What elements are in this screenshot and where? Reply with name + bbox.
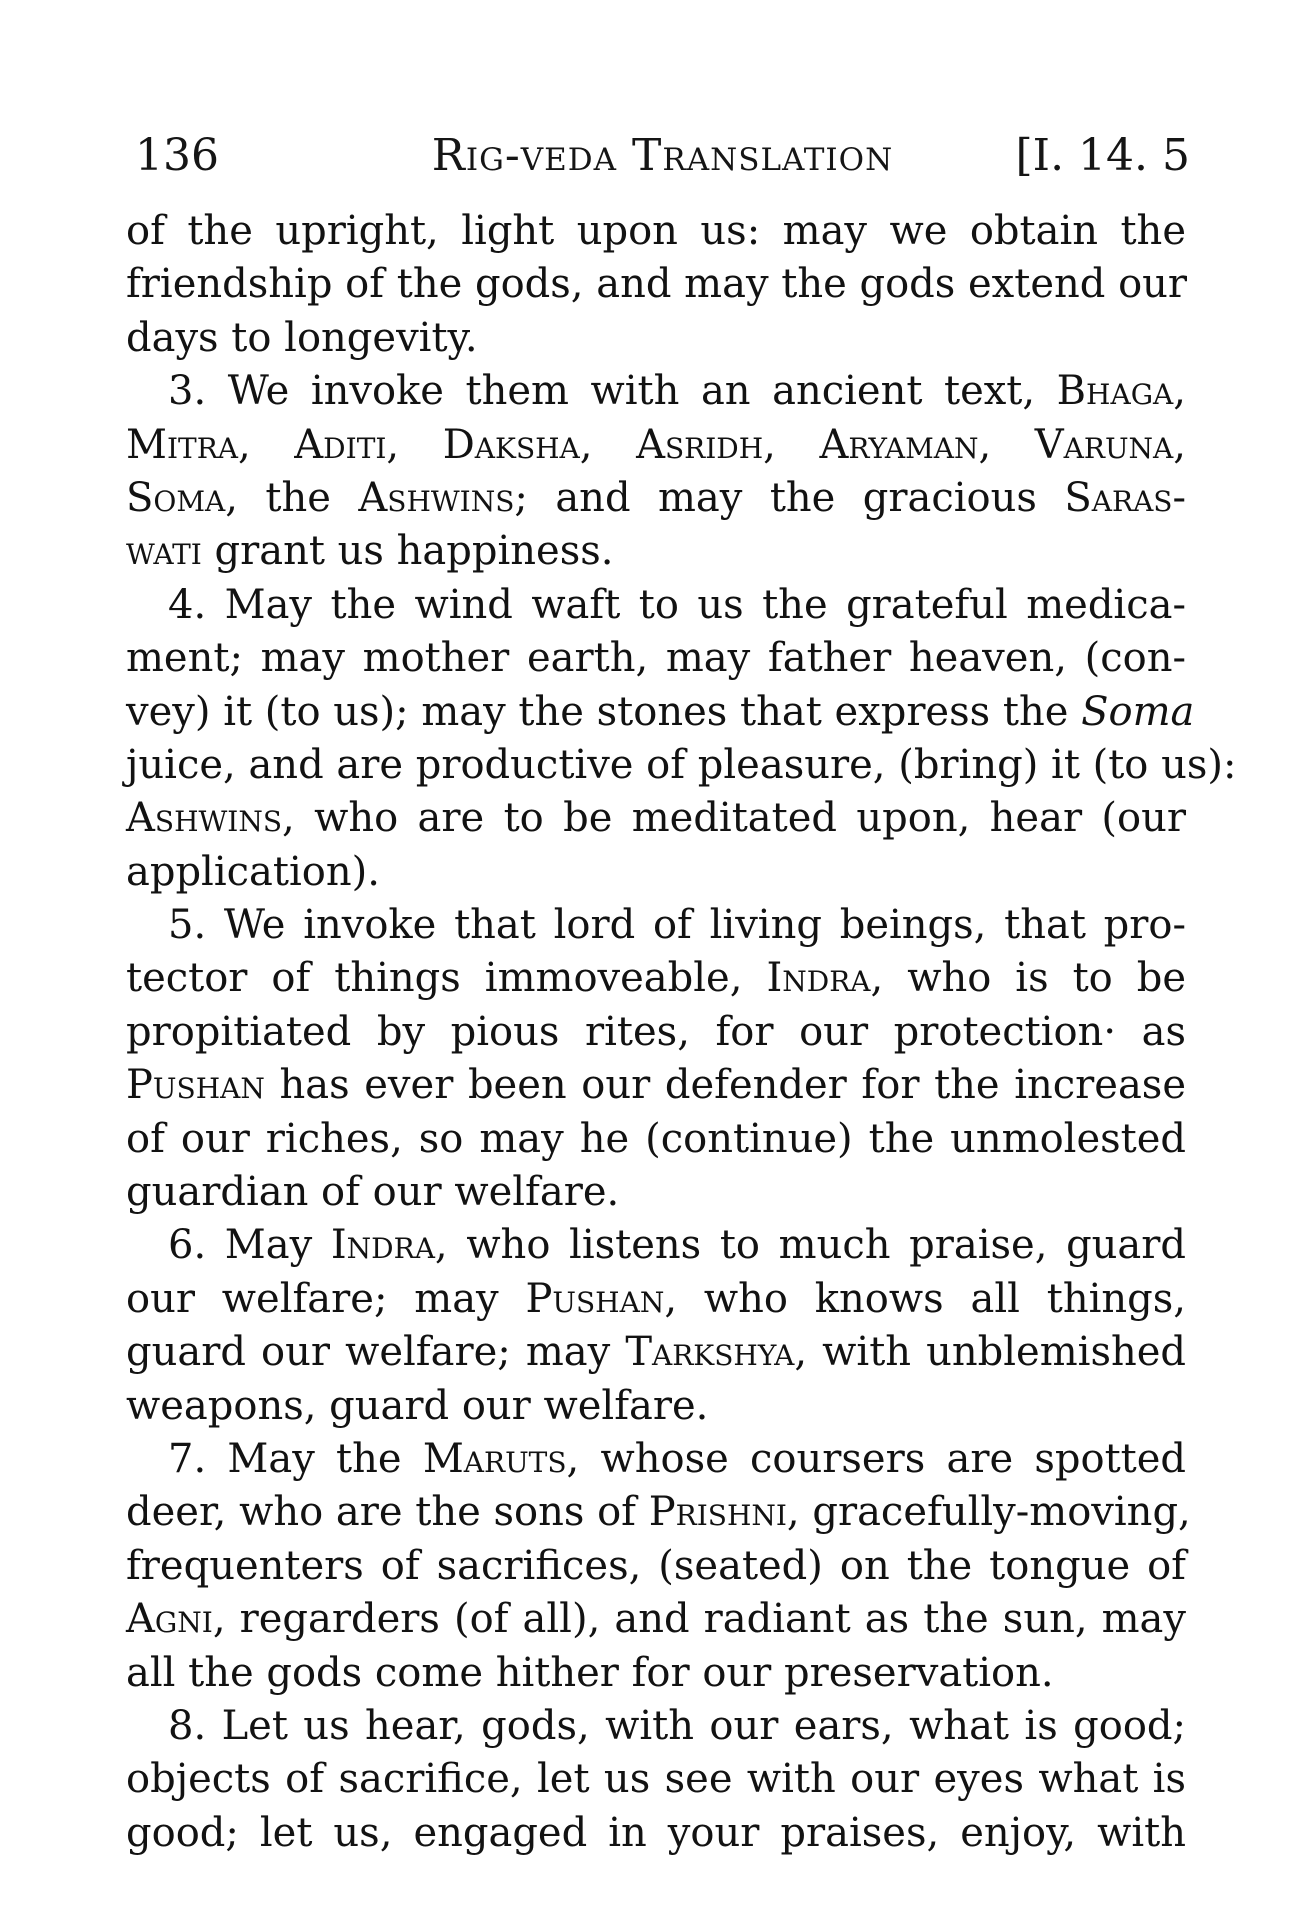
deity-name: Ashwins,	[126, 795, 295, 842]
text-line: 5. We invoke that lord of living beings, that pro-	[168, 902, 1186, 949]
text-line: frequenters of sacrifices, (seated) on the tongue of	[126, 1542, 1186, 1589]
text-line: of the upright, light upon us: may we obtain the	[126, 208, 1186, 254]
verse-text: who listens to much praise, guard	[466, 1222, 1187, 1269]
text-line	[126, 1059, 1186, 1112]
text-line	[126, 525, 1186, 578]
text-line	[126, 1433, 1186, 1486]
verse-text: grant us happiness.	[214, 528, 614, 575]
verse-text: guard our welfare; may	[126, 1329, 611, 1376]
deity-name: Daksha,	[442, 421, 593, 468]
text-line: ment; may mother earth, may father heaven, (con-	[126, 635, 1186, 682]
deity-name: Aditi,	[294, 421, 400, 468]
verse-text: gracefully-moving,	[812, 1489, 1191, 1536]
text-line: days to longevity.	[126, 314, 478, 361]
deity-name: Varuna,	[1034, 421, 1186, 468]
verse-text: 3. We invoke them with an ancient text,	[168, 368, 1036, 415]
text-line	[126, 365, 1186, 418]
running-title: Rig-veda Translation	[431, 130, 894, 181]
verse-text: with unblemished	[822, 1329, 1187, 1376]
text-line: 8. Let us hear, gods, with our ears, what is good;	[168, 1702, 1186, 1749]
verse-text: who knows all things,	[703, 1275, 1186, 1322]
text-line	[126, 1219, 1186, 1272]
verse-text: the	[265, 474, 331, 521]
text-line: good; let us, engaged in your praises, enjoy, with	[126, 1809, 1186, 1856]
text-line: friendship of the gods, and may the gods extend our	[126, 261, 1188, 308]
deity-name: Mitra,	[126, 421, 251, 468]
text-line: application).	[126, 848, 380, 895]
text-line	[126, 1486, 1191, 1539]
verse-text: has ever been our defender for the increase	[279, 1062, 1187, 1109]
text-line	[126, 1326, 1186, 1379]
deity-name: Ashwins;	[358, 474, 528, 521]
verse-text: whose coursers are spotted	[600, 1435, 1187, 1482]
deity-name: wati	[126, 528, 202, 575]
deity-name: Prishni,	[648, 1489, 800, 1536]
text-line: weapons, guard our welfare.	[126, 1382, 709, 1429]
verse-text: regarders (of all), and radiant as the sun, may	[239, 1596, 1187, 1643]
deity-name: Asridh,	[636, 421, 776, 468]
text-line: 4. May the wind waft to us the grateful medica-	[168, 581, 1186, 628]
text-line	[126, 472, 1186, 525]
text-line	[126, 686, 1195, 739]
text-line: juice, and are productive of pleasure, (bring) it (to us):	[126, 741, 1237, 788]
verse-text: our welfare; may	[126, 1275, 499, 1322]
text-line	[126, 1593, 1186, 1646]
deity-name: Pushan,	[525, 1275, 678, 1322]
verse-text: 7. May the	[168, 1435, 402, 1482]
deity-name: Pushan	[126, 1062, 265, 1109]
text-line: objects of sacrifice, let us see with our eyes what is	[126, 1756, 1186, 1803]
verse-text: deer, who are the sons of	[126, 1489, 636, 1536]
deity-name: Agni,	[126, 1596, 226, 1643]
text-line	[126, 792, 1186, 845]
deity-name: Indra,	[330, 1222, 448, 1269]
deity-name: Saras-	[1064, 474, 1186, 521]
deity-name: Soma,	[126, 474, 238, 521]
verse-text: who is to be	[907, 955, 1187, 1002]
italic-term: Soma	[1081, 688, 1195, 735]
verse-text: tector of things immoveable,	[126, 955, 743, 1002]
deity-name: Bhaga,	[1056, 368, 1186, 415]
verse-text: and may the gracious	[555, 474, 1037, 521]
text-line: all the gods come hither for our preservation.	[126, 1649, 1054, 1696]
text-line: guardian of our welfare.	[126, 1169, 620, 1216]
verse-reference: [I. 14. 5	[1015, 130, 1190, 181]
deity-name: Aryaman,	[819, 421, 992, 468]
deity-name: Tarkshya,	[625, 1329, 808, 1376]
page-number: 136	[135, 130, 219, 181]
text-line: of our riches, so may he (continue) the unmolested	[126, 1115, 1186, 1162]
text-line	[126, 1273, 1186, 1326]
body-text	[126, 205, 1237, 1860]
verse-text: vey) it (to us); may the stones that express the	[126, 688, 1069, 735]
deity-name: Maruts,	[422, 1435, 580, 1482]
verse-text: 6. May	[168, 1222, 313, 1269]
running-head	[135, 126, 1190, 186]
text-line: propitiated by pious rites, for our protection· as	[126, 1008, 1186, 1055]
deity-name: Indra,	[766, 955, 884, 1002]
verse-text: who are to be meditated upon, hear (our	[314, 795, 1186, 842]
text-line	[126, 952, 1186, 1005]
text-line	[126, 419, 1186, 472]
